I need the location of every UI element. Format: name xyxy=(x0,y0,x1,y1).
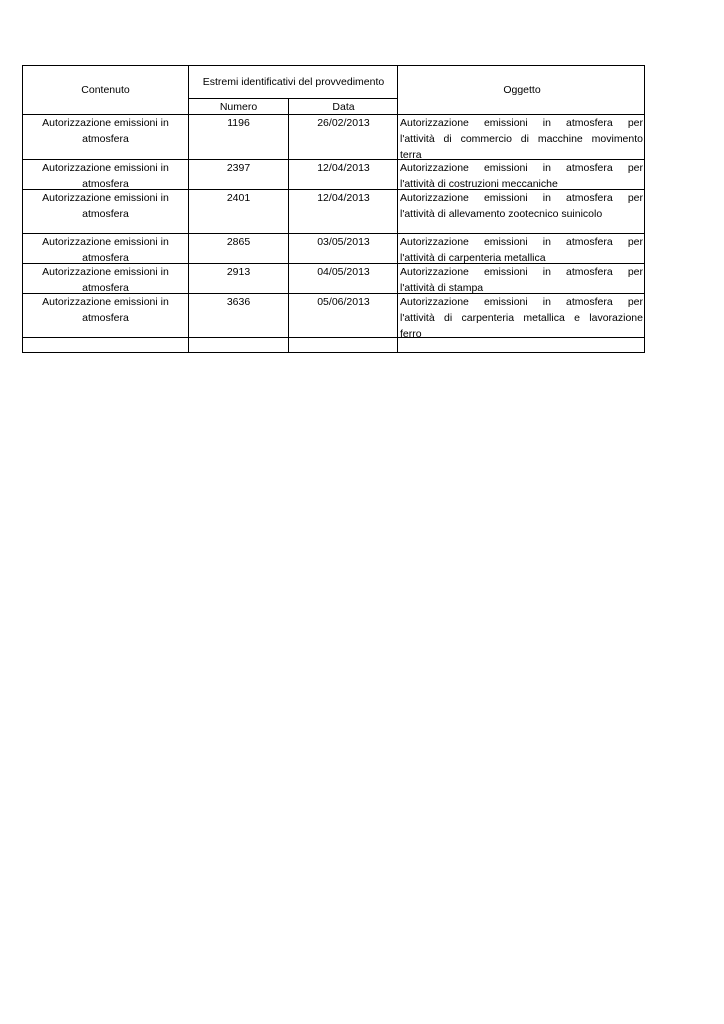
cell-numero: 1196 xyxy=(227,117,250,129)
cell-data: 12/04/2013 xyxy=(317,192,370,204)
cell-contenuto: Autorizzazione emissioni in xyxy=(42,192,169,204)
header-contenuto: Contenuto xyxy=(81,84,130,96)
cell-oggetto: l'attività di carpenteria metallica e lavorazione xyxy=(400,312,643,324)
cell-data: 12/04/2013 xyxy=(317,162,370,174)
cell-oggetto: terra xyxy=(400,149,422,159)
cell-oggetto: ferro xyxy=(400,328,422,337)
cell-contenuto: Autorizzazione emissioni in xyxy=(42,236,169,248)
cell-oggetto: Autorizzazione emissioni in atmosfera per xyxy=(400,236,643,248)
cell-contenuto: Autorizzazione emissioni in xyxy=(42,162,169,174)
cell-contenuto: atmosfera xyxy=(82,282,129,293)
header-data: Data xyxy=(332,101,355,113)
cell-oggetto: Autorizzazione emissioni in atmosfera per xyxy=(400,296,643,308)
provvedimenti-table xyxy=(22,65,645,353)
cell-contenuto: Autorizzazione emissioni in xyxy=(42,117,169,129)
header-oggetto: Oggetto xyxy=(503,84,541,96)
cell-oggetto: l'attività di allevamento zootecnico suinicolo xyxy=(400,208,603,220)
cell-data: 26/02/2013 xyxy=(317,117,370,129)
cell-contenuto: atmosfera xyxy=(82,133,129,145)
cell-data: 05/06/2013 xyxy=(317,296,370,308)
cell-oggetto: l'attività di carpenteria metallica xyxy=(400,252,546,263)
header-estremi: Estremi identificativi del provvedimento xyxy=(202,76,385,88)
cell-oggetto: Autorizzazione emissioni in atmosfera per xyxy=(400,192,643,204)
cell-contenuto: Autorizzazione emissioni in xyxy=(42,266,169,278)
cell-contenuto: atmosfera xyxy=(82,208,129,220)
grid-line xyxy=(189,98,398,99)
cell-data: 03/05/2013 xyxy=(317,236,370,248)
header-numero: Numero xyxy=(219,101,258,113)
grid-line xyxy=(288,99,289,352)
cell-data: 04/05/2013 xyxy=(317,266,370,278)
cell-contenuto: atmosfera xyxy=(82,252,129,263)
cell-contenuto: atmosfera xyxy=(82,312,129,324)
cell-contenuto: Autorizzazione emissioni in xyxy=(42,296,169,308)
grid-line xyxy=(23,337,644,338)
cell-numero: 3636 xyxy=(226,296,251,308)
cell-oggetto: l'attività di stampa xyxy=(400,282,484,293)
cell-numero: 2397 xyxy=(226,162,251,174)
cell-numero: 2401 xyxy=(226,192,251,204)
cell-oggetto: l'attività di costruzioni meccaniche xyxy=(400,178,558,189)
cell-numero: 2865 xyxy=(226,236,251,248)
cell-oggetto: Autorizzazione emissioni in atmosfera per xyxy=(400,117,643,129)
cell-oggetto: l'attività di commercio di macchine movimento xyxy=(400,133,643,145)
cell-oggetto: Autorizzazione emissioni in atmosfera per xyxy=(400,162,643,174)
cell-oggetto: Autorizzazione emissioni in atmosfera per xyxy=(400,266,643,278)
cell-numero: 2913 xyxy=(226,266,251,278)
cell-contenuto: atmosfera xyxy=(82,178,129,189)
